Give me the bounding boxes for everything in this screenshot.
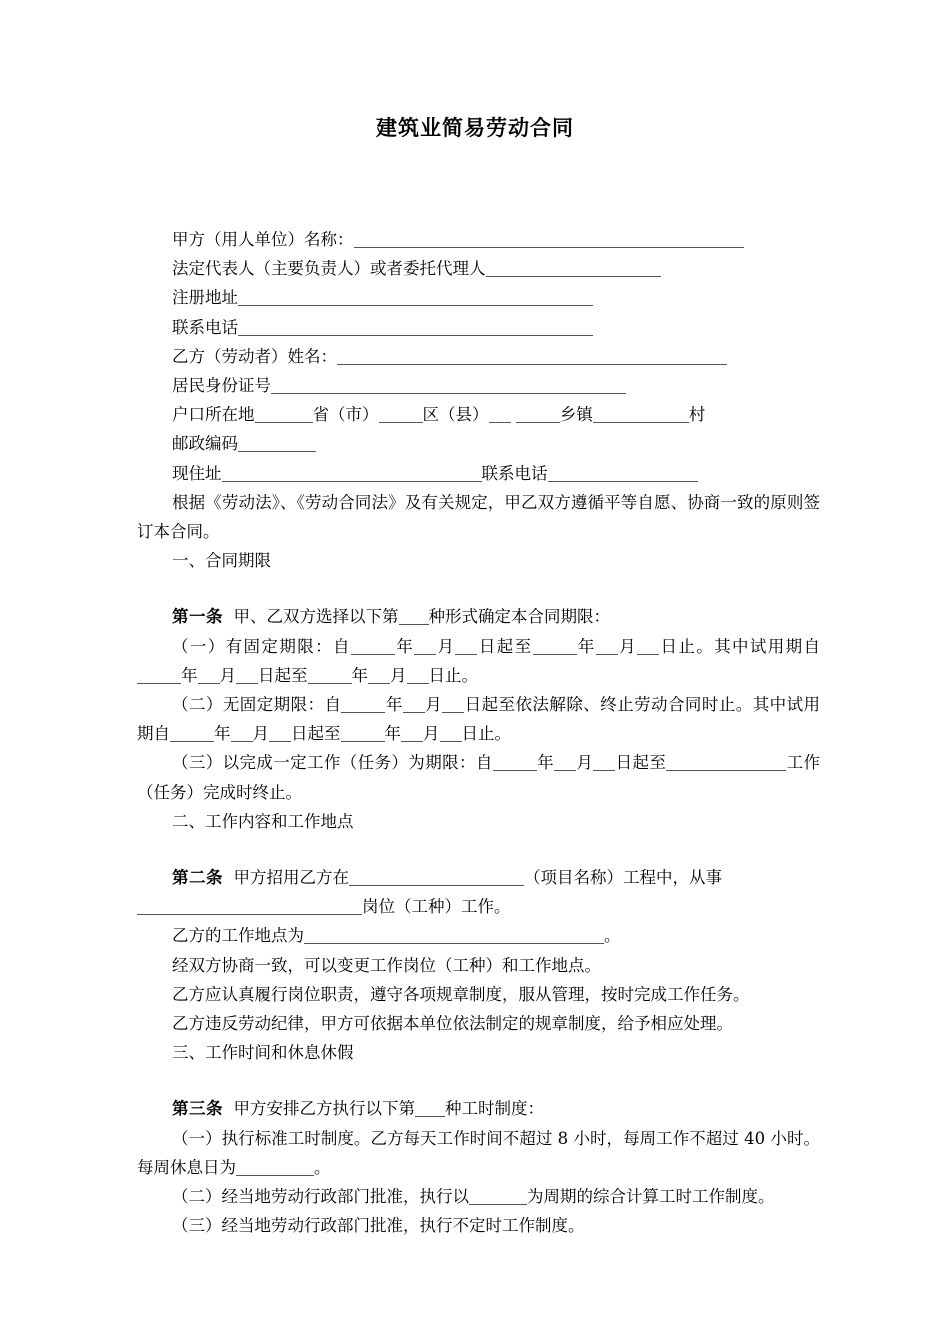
article-2-line-5: 乙方应认真履行岗位职责，遵守各项规章制度，服从管理，按时完成工作任务。 — [172, 984, 750, 1004]
field-id-number — [172, 371, 820, 400]
article-3-choice-blank[interactable] — [415, 1102, 445, 1117]
section-heading-3: 三、工作时间和休息休假 — [172, 1043, 354, 1063]
section-heading-1: 一、合同期限 — [172, 551, 271, 571]
item-1-t10: 日起至 — [258, 665, 308, 685]
current-address-label: 现住址 — [172, 463, 222, 483]
item-1-year-blank-2[interactable] — [533, 640, 577, 655]
item-2-t3: 月 — [424, 695, 443, 715]
id-number-label: 居民身份证号 — [172, 376, 271, 396]
item-3-t4: 日起至 — [615, 753, 667, 773]
household-extra-blank[interactable] — [489, 408, 511, 423]
section-heading-2: 二、工作内容和工作地点 — [172, 811, 354, 831]
household-district-label: 区（县） — [422, 405, 489, 425]
item-1-year-blank-4[interactable] — [308, 669, 352, 684]
registered-address-blank[interactable] — [238, 291, 593, 306]
item-2-day-blank-2[interactable] — [269, 727, 291, 742]
item-3-year-blank[interactable] — [493, 756, 537, 771]
item-1-t9: 月 — [219, 665, 236, 685]
spacer — [137, 836, 820, 863]
item-1-month-blank-3[interactable] — [198, 669, 220, 684]
article-3-item-3: （三）经当地劳动行政部门批准，执行不定时工作制度。 — [172, 1216, 585, 1236]
article-2-line-6: 乙方违反劳动纪律，甲方可依据本单位依法制定的规章制度，给予相应处理。 — [172, 1014, 733, 1034]
article-1-text-b: 种形式确定本合同期限： — [428, 607, 610, 627]
article-1-label: 第一条 — [172, 607, 223, 627]
id-number-blank[interactable] — [271, 379, 626, 394]
article-3-text-b: 种工时制度： — [445, 1099, 544, 1119]
article-1-text-a: 甲、乙双方选择以下第 — [233, 607, 399, 627]
workplace-blank[interactable] — [304, 929, 604, 944]
item-1-t5: 年 — [576, 636, 596, 656]
article-3-text-a: 甲方安排乙方执行以下第 — [233, 1099, 415, 1119]
item-1-t8: 年 — [181, 665, 198, 685]
article-1 — [137, 602, 820, 631]
article-2-workplace — [137, 921, 820, 950]
item-2-t9: 月 — [423, 724, 440, 744]
postal-code-blank[interactable] — [238, 437, 316, 452]
item-3-t5: 工作（任务）完成时终止。 — [137, 753, 821, 802]
field-party-a-name — [172, 225, 820, 254]
spacer — [137, 1067, 820, 1094]
article-3-item-2-text-b: 为周期的综合计算工时工作制度。 — [527, 1187, 775, 1207]
document-body — [0, 198, 950, 1241]
party-b-name-blank[interactable] — [337, 350, 727, 365]
item-2-year-blank-2[interactable] — [170, 727, 214, 742]
party-b-phone-label: 联系电话 — [481, 463, 548, 483]
item-2-t5: 年 — [214, 724, 231, 744]
article-3-item-1-text: （一）执行标准工时制度。乙方每天工作时间不超过 8 小时，每周工作不超过 40 小时。每周休息日为 — [137, 1128, 820, 1177]
field-party-a-phone — [172, 313, 820, 342]
field-legal-representative — [172, 254, 820, 283]
field-postal-code — [172, 429, 820, 458]
field-registered-address — [172, 283, 820, 312]
article-2-position-label: 岗位（工种）工作。 — [362, 897, 511, 917]
article-2-line-4: 经双方协商一致，可以变更工作岗位（工种）和工作地点。 — [172, 955, 601, 975]
household-town-label: 乡镇 — [559, 405, 593, 425]
item-3-task-blank[interactable] — [666, 756, 786, 771]
item-1-t2: 年 — [394, 636, 415, 656]
article-2-text-a: 甲方招用乙方在 — [233, 868, 349, 888]
rest-day-blank[interactable] — [236, 1161, 314, 1176]
party-b-phone-blank[interactable] — [548, 467, 698, 482]
article-3-item-1 — [137, 1124, 820, 1182]
household-province-blank[interactable] — [255, 408, 313, 423]
article-1-item-3 — [137, 748, 820, 806]
item-2-t1: （二）无固定期限：自 — [172, 695, 342, 715]
item-2-year-blank-3[interactable] — [341, 727, 385, 742]
article-1-choice-blank[interactable] — [399, 610, 429, 625]
postal-code-label: 邮政编码 — [172, 434, 238, 454]
party-a-name-blank[interactable] — [354, 233, 744, 248]
article-1-item-1 — [137, 632, 820, 690]
item-1-t3: 月 — [436, 636, 456, 656]
field-household-registration — [172, 400, 820, 429]
item-1-t7: 日止。其中试用期自 — [659, 636, 821, 656]
item-1-month-blank-2[interactable] — [596, 640, 618, 655]
registered-address-label: 注册地址 — [172, 288, 238, 308]
household-village-blank[interactable] — [593, 408, 689, 423]
legal-representative-label: 法定代表人（主要负责人）或者委托代理人 — [172, 259, 486, 279]
article-3-item-2-text-a: （二）经当地劳动行政部门批准，执行以 — [172, 1187, 469, 1207]
article-1-item-2 — [137, 690, 820, 748]
article-2-position-blank[interactable] — [137, 900, 362, 915]
item-1-t12: 月 — [390, 665, 407, 685]
item-1-year-blank-1[interactable] — [351, 640, 395, 655]
item-1-day-blank-1[interactable] — [455, 640, 477, 655]
workplace-period: 。 — [604, 926, 621, 946]
article-2-line-2 — [137, 892, 820, 921]
cycle-blank[interactable] — [469, 1190, 527, 1205]
item-2-month-blank-3[interactable] — [401, 727, 423, 742]
item-1-t13: 日止。 — [428, 665, 478, 685]
item-1-month-blank-1[interactable] — [414, 640, 436, 655]
current-address-blank[interactable] — [222, 467, 482, 482]
party-a-phone-label: 联系电话 — [172, 317, 238, 337]
item-1-t6: 月 — [617, 636, 638, 656]
household-village-label: 村 — [688, 405, 706, 425]
page-title: 建筑业简易劳动合同 — [376, 116, 574, 140]
article-2-label: 第二条 — [172, 868, 223, 888]
legal-representative-blank[interactable] — [486, 262, 661, 277]
item-2-year-blank-1[interactable] — [341, 698, 385, 713]
spacer — [137, 198, 820, 225]
item-3-t3: 月 — [575, 753, 594, 773]
item-1-year-blank-3[interactable] — [137, 669, 181, 684]
item-1-day-blank-3[interactable] — [236, 669, 258, 684]
item-3-month-blank[interactable] — [554, 756, 576, 771]
item-3-t1: （三）以完成一定工作（任务）为期限：自 — [172, 753, 493, 773]
item-1-month-blank-4[interactable] — [368, 669, 390, 684]
article-2-project-blank[interactable] — [349, 871, 524, 886]
field-party-b-name — [172, 342, 820, 371]
item-2-t4: 日起至依法解除、终止劳动合同时止。其中试用期自 — [137, 695, 821, 744]
workplace-label: 乙方的工作地点为 — [172, 926, 304, 946]
item-2-month-blank-2[interactable] — [231, 727, 253, 742]
item-2-t8: 年 — [384, 724, 401, 744]
item-2-day-blank-1[interactable] — [442, 698, 464, 713]
item-3-day-blank[interactable] — [593, 756, 615, 771]
preamble-paragraph: 根据《劳动法》、《劳动合同法》及有关规定，甲乙双方遵循平等自愿、协商一致的原则签订本合同。 — [137, 492, 820, 542]
article-2 — [137, 863, 820, 892]
article-3 — [137, 1094, 820, 1123]
household-town-blank[interactable] — [516, 408, 560, 423]
item-3-t2: 年 — [536, 753, 554, 773]
party-b-name-label: 乙方（劳动者）姓名： — [172, 346, 337, 366]
item-1-t4: 日起至 — [477, 636, 533, 656]
item-1-t1: （一）有固定期限：自 — [172, 636, 351, 656]
article-3-item-1-period: 。 — [314, 1157, 331, 1177]
article-3-label: 第三条 — [172, 1099, 223, 1119]
item-2-t6: 月 — [252, 724, 269, 744]
item-2-t2: 年 — [385, 695, 403, 715]
spacer — [137, 575, 820, 602]
article-2-text-b: （项目名称）工程中，从事 — [524, 868, 722, 888]
item-1-day-blank-2[interactable] — [637, 640, 659, 655]
household-province-label: 省（市） — [312, 405, 379, 425]
household-label: 户口所在地 — [172, 405, 255, 425]
item-2-month-blank-1[interactable] — [403, 698, 425, 713]
item-2-day-blank-3[interactable] — [440, 727, 462, 742]
household-district-blank[interactable] — [379, 408, 423, 423]
item-1-day-blank-4[interactable] — [407, 669, 429, 684]
party-a-phone-blank[interactable] — [238, 321, 593, 336]
party-a-name-label: 甲方（用人单位）名称： — [172, 230, 354, 249]
item-1-t11: 年 — [351, 665, 368, 685]
article-3-item-2 — [137, 1182, 820, 1211]
item-2-t10: 日止。 — [461, 724, 511, 744]
field-current-address — [172, 459, 820, 488]
item-2-t7: 日起至 — [291, 724, 341, 744]
